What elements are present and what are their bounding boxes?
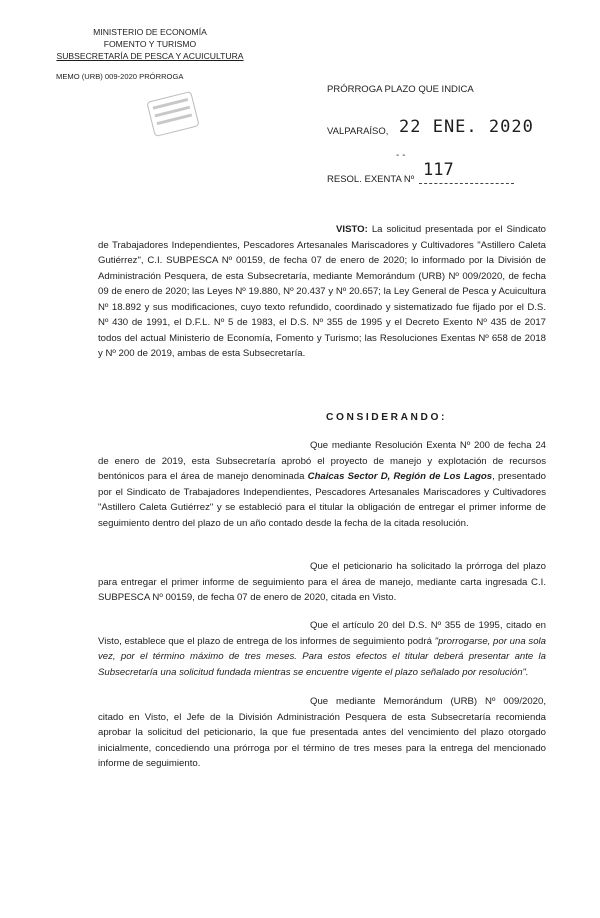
handwritten-dash: - - — [396, 150, 406, 161]
resolution-number-label: RESOL. EXENTA Nº — [327, 174, 415, 185]
resolution-subject: PRÓRROGA PLAZO QUE INDICA — [327, 84, 474, 95]
considerando-p3-text: Que el artículo 20 del D.S. Nº 355 de 1995, citado en Visto, establece que el plazo de entrega de los informes de seguimiento podrá — [98, 620, 546, 647]
visto-label: VISTO: — [336, 224, 368, 235]
ministry-subtitle: FOMENTO Y TURISMO — [103, 39, 197, 49]
considerando-heading: CONSIDERANDO: — [326, 412, 447, 423]
visto-paragraph — [98, 222, 546, 362]
considerando-paragraph-1 — [98, 438, 546, 531]
considerando-paragraph-2 — [98, 559, 546, 606]
considerando-p3-quote: "prorrogarse, por una sola vez, por el término máximo de tres meses. Para estos efectos el titular deberá presentar ante la Subsecretaría una solicitud fundada mientras se encuentre vigente el plazo señalado por resolución". — [98, 635, 546, 678]
letterhead — [40, 26, 260, 62]
resolution-number-line — [419, 183, 514, 184]
considerando-p1-text: Que mediante Resolución Exenta Nº 200 de fecha 24 de enero de 2019, esta Subsecretaría aprobó el proyecto de manejo y explotación de recursos bentónicos para el área de manejo denominada — [98, 440, 546, 482]
resolution-number: 117 — [423, 160, 454, 180]
considerando-p4-text: Que mediante Memorándum (URB) Nº 009/2020, citado en Visto, el Jefe de la División Administración Pesquera de esta Subsecretaría recomienda aprobar la solicitud del peticionario, la que fue presentada antes del vencimiento del plazo otorgado inicialmente, concediendo una prórroga por el término de tres meses para la entrega del mencionado informe de seguimiento. — [98, 696, 546, 769]
memo-reference: MEMO (URB) 009-2020 PRÓRROGA — [56, 72, 184, 81]
considerando-p1-rest: , presentado por el Sindicato de Trabajadores Independientes, Pescadores Artesanales Mariscadores y Cultivadores "Astillero Caleta Gutiérrez" y se estableció para el titular la obligación de entregar el primer informe de seguimiento dentro del plazo de un año contado desde la fecha de la citada resolución. — [98, 471, 546, 529]
considerando-paragraph-4 — [98, 694, 546, 772]
subsecretaria-name: SUBSECRETARÍA DE PESCA Y ACUICULTURA — [56, 51, 244, 61]
considerando-p2-text: Que el peticionario ha solicitado la prórroga del plazo para entregar el primer informe de seguimiento para el área de manejo, mediante carta ingresada C.I. SUBPESCA Nº 00159, de fecha 07 de enero de 2020, citada en Visto. — [98, 561, 546, 603]
ministry-name: MINISTERIO DE ECONOMÍA — [93, 27, 207, 37]
area-name: Chaicas Sector D, Región de Los Lagos — [307, 471, 493, 482]
place-label: VALPARAÍSO, — [327, 126, 389, 137]
resolution-date: 22 ENE. 2020 — [399, 117, 534, 137]
visto-text: La solicitud presentada por el Sindicato de Trabajadores Independientes, Pescadores Artesanales Mariscadores y Cultivadores "Astillero Caleta Gutiérrez", C.I. SUBPESCA Nº 00159, de fecha 07 de enero de 2020; lo informado por la División de Administración Pesquera, de esta Subsecretaría, mediante Memorándum (URB) Nº 009/2020, de fecha 09 de enero de 2020; las Leyes Nº 19.880, Nº 20.437 y Nº 20.657; la Ley General de Pesca y Acuicultura Nº 18.892 y sus modificaciones, cuyo texto refundido, coordinado y sistematizado fue fijado por el D.S. Nº 430 de 1991, el D.F.L. Nº 5 de 1983, el D.S. Nº 355 de 1995 y el Decreto Exento Nº 435 de 2017 todos del actual Ministerio de Economía, Fomento y Turismo; las Resoluciones Exentas Nº 658 de 2018 y Nº 200 de 2019, ambas de esta Subsecretaría. — [98, 224, 546, 359]
considerando-paragraph-3 — [98, 618, 546, 680]
office-stamp — [146, 91, 199, 137]
